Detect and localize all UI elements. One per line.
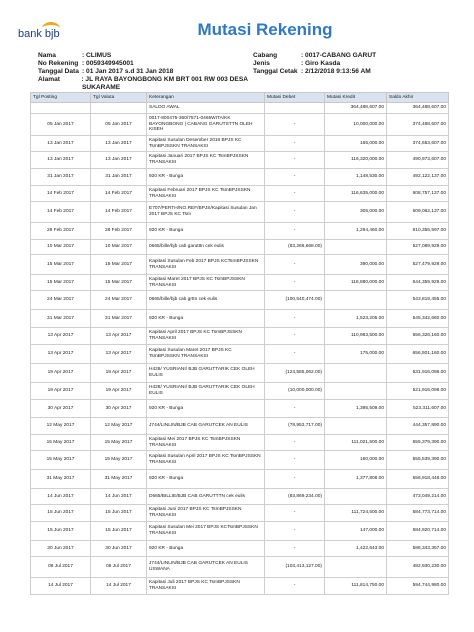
posting-date-cell: 15 Jun 2017 — [31, 522, 91, 541]
balance-cell: 594,744,980.00 — [387, 578, 449, 595]
info-label: Alamat — [38, 76, 60, 83]
description-cell: 920 KR - Bunga — [147, 169, 265, 186]
credit-cell: 175,000.00 — [325, 345, 387, 364]
balance-cell: 492,122,137.00 — [387, 169, 449, 186]
posting-date-cell: 05 Jan 2017 — [31, 114, 91, 136]
posting-date-cell — [31, 103, 91, 114]
info-value: : JL RAYA BAYONGBONG KM BRT 001 RW 003 DESA — [81, 76, 248, 83]
table-row — [31, 364, 449, 383]
debit-cell: - — [265, 541, 325, 557]
valuta-date-cell: 28 Feb 2017 — [91, 223, 147, 240]
balance-cell: 584,773,714.00 — [387, 505, 449, 522]
table-row — [31, 541, 449, 557]
description-cell: H428/ YUSRIANI/ BJB GARUTTARIK CEK OLEH EULIS — [147, 383, 265, 400]
credit-cell: 116,320,000.00 — [325, 152, 387, 169]
credit-cell: 1,395,509.00 — [325, 400, 387, 418]
valuta-date-cell: 31 May 2017 — [91, 470, 147, 489]
valuta-date-cell: 31 Mar 2017 — [91, 310, 147, 328]
debit-cell: - — [265, 136, 325, 152]
valuta-date-cell: 15 Mar 2017 — [91, 255, 147, 275]
debit-cell: - — [265, 169, 325, 186]
posting-date-cell: 14 Feb 2017 — [31, 202, 91, 223]
balance-cell: 584,920,714.00 — [387, 522, 449, 541]
posting-date-cell: 31 May 2017 — [31, 470, 91, 489]
credit-cell: 364,488,607.00 — [325, 103, 387, 114]
credit-cell — [325, 489, 387, 505]
description-cell: 0665/bille/bjb cab garutttn cek eulis — [147, 240, 265, 255]
description-cell: E707/PERTH/NO.REF/BPJS/Kapitasi Susulan Jan 2017 BPJS KC Tsm — [147, 202, 265, 223]
balance-cell: 364,488,607.00 — [387, 103, 449, 114]
table-row — [31, 345, 449, 364]
info-label: Tanggal Data — [38, 68, 79, 75]
debit-cell: - — [265, 255, 325, 275]
debit-cell: - — [265, 152, 325, 169]
description-cell: 920 KR - Bunga — [147, 470, 265, 489]
balance-cell: 523,311,607.00 — [387, 400, 449, 418]
posting-date-cell: 14 Jun 2017 — [31, 489, 91, 505]
table-row — [31, 451, 449, 470]
credit-cell — [325, 557, 387, 578]
info-value: SUKARAME — [82, 84, 121, 91]
posting-date-cell: 31 Jan 2017 — [31, 169, 91, 186]
valuta-date-cell: 15 Jun 2017 — [91, 505, 147, 522]
description-cell: Kapitasi Januari 2017 BPJS KC TsmBPJSSKN TRANSAKSI — [147, 152, 265, 169]
description-cell: J744/LINLIN/BJB CAB GARUTCEK AN EULIS USWANA — [147, 557, 265, 578]
valuta-date-cell: 06 Jul 2017 — [91, 557, 147, 578]
col-header-kredit: Mutasi Kredit — [325, 93, 387, 103]
table-row — [31, 578, 449, 595]
info-row — [38, 52, 248, 60]
credit-cell — [325, 240, 387, 255]
debit-cell: - — [265, 505, 325, 522]
credit-cell: 111,814,750.00 — [325, 578, 387, 595]
credit-cell — [325, 364, 387, 383]
table-row — [31, 169, 449, 186]
col-header-debet: Mutasi Debet — [265, 93, 325, 103]
posting-date-cell: 14 Jul 2017 — [31, 578, 91, 595]
page-title: Mutasi Rekening — [197, 20, 333, 39]
debit-cell: (124,585,062.00) — [265, 364, 325, 383]
logo-text: bank bjb — [18, 28, 60, 40]
valuta-date-cell: 15 Mar 2017 — [91, 275, 147, 291]
posting-date-cell: 13 Apr 2017 — [31, 345, 91, 364]
credit-cell: 1,377,808.00 — [325, 470, 387, 489]
description-cell: Kapitasi Maret 2017 BPJS KC TsmBPJSSKN TRANSAKSI — [147, 275, 265, 291]
debit-cell: - — [265, 275, 325, 291]
debit-cell — [265, 103, 325, 114]
table-row — [31, 383, 449, 400]
info-value: : Giro Kasda — [301, 60, 341, 67]
debit-cell: - — [265, 470, 325, 489]
info-row — [253, 68, 453, 76]
credit-cell: 160,000.00 — [325, 451, 387, 470]
valuta-date-cell: 05 Jan 2017 — [91, 114, 147, 136]
description-cell: Kapitasi Susulan Mei 2017 BPJS KCTsmBPJSSKN TRANSAKSI — [147, 522, 265, 541]
debit-cell: (10,000,000.00) — [265, 383, 325, 400]
posting-date-cell: 24 Mar 2017 — [31, 291, 91, 310]
info-value: : CLIMUS — [82, 52, 112, 59]
debit-cell: - — [265, 328, 325, 345]
info-row — [38, 84, 248, 92]
posting-date-cell: 28 Feb 2017 — [31, 223, 91, 240]
valuta-date-cell: 19 Apr 2017 — [91, 364, 147, 383]
posting-date-cell: 15 Jun 2017 — [31, 505, 91, 522]
credit-cell: 390,000.00 — [325, 255, 387, 275]
table-row — [31, 418, 449, 435]
valuta-date-cell: 14 Jun 2017 — [91, 489, 147, 505]
account-info-right — [253, 52, 453, 76]
balance-cell: 610,356,597.00 — [387, 223, 449, 240]
table-row — [31, 223, 449, 240]
credit-cell: 1,422,643.00 — [325, 541, 387, 557]
table-row — [31, 489, 449, 505]
table-row — [31, 114, 449, 136]
table-row — [31, 328, 449, 345]
info-value: : 01 Jan 2017 s.d 31 Jan 2018 — [82, 68, 174, 75]
credit-cell: 111,724,500.00 — [325, 505, 387, 522]
description-cell: 920 KR - Bunga — [147, 223, 265, 240]
debit-cell: (78,953,717.00) — [265, 418, 325, 435]
valuta-date-cell: 13 Jan 2017 — [91, 152, 147, 169]
info-row — [253, 60, 453, 68]
balance-cell: 644,359,929.00 — [387, 275, 449, 291]
debit-cell: - — [265, 310, 325, 328]
description-cell: Kapitasi Mei 2017 BPJS KC TsmBPJSSKN TRANSAKSI — [147, 435, 265, 451]
table-row — [31, 400, 449, 418]
description-cell: D665/BILLIE/BJB CAB GARUTTTN cek eulis — [147, 489, 265, 505]
credit-cell: 116,635,000.00 — [325, 186, 387, 202]
posting-date-cell: 15 Mar 2017 — [31, 255, 91, 275]
posting-date-cell: 14 Feb 2017 — [31, 186, 91, 202]
debit-cell: - — [265, 400, 325, 418]
balance-cell: 444,357,890.00 — [387, 418, 449, 435]
table-header-row — [31, 93, 449, 103]
description-cell: 920 KR - Bunga — [147, 400, 265, 418]
description-cell: J744/LINLIN/BJB CAB GARUTCEK AN EULIS — [147, 418, 265, 435]
info-label: Tanggal Cetak — [253, 68, 298, 75]
table-row — [31, 557, 449, 578]
debit-cell: (83,869,234.00) — [265, 489, 325, 505]
balance-cell: 531,916,098.00 — [387, 364, 449, 383]
debit-cell: (100,540,474.00) — [265, 291, 325, 310]
debit-cell: - — [265, 223, 325, 240]
valuta-date-cell: 14 Jul 2017 — [91, 578, 147, 595]
posting-date-cell: 30 Apr 2017 — [31, 400, 91, 418]
description-cell: Kapitasi Susulan Feb 2017 BPJS KCTsmBPJSSKN TRANSAKSI — [147, 255, 265, 275]
balance-cell: 556,918,448.00 — [387, 470, 449, 489]
description-cell: H428/ YUSRIANI/ BJB GARUTTARIK CEK OLEH EULIS — [147, 364, 265, 383]
info-value: : 0017-CABANG GARUT — [301, 52, 377, 59]
description-cell: 0017-800475-360/7571-0465WITA/KK BAYONGBONG | CABANG GARUTSTTN OLEH KISEH — [147, 114, 265, 136]
description-cell: Kapitasi Susulan Desember 2016 BPJS KC TsmBPJSSKN TRANSAKSI — [147, 136, 265, 152]
balance-cell: 656,326,160.00 — [387, 328, 449, 345]
debit-cell: - — [265, 114, 325, 136]
table-row — [31, 310, 449, 328]
balance-cell: 543,819,455.00 — [387, 291, 449, 310]
transaction-table — [30, 92, 449, 595]
table-row — [31, 291, 449, 310]
credit-cell — [325, 418, 387, 435]
info-value: : 2/12/2018 9:13:56 AM — [301, 68, 371, 75]
valuta-date-cell: 24 Mar 2017 — [91, 291, 147, 310]
credit-cell: 305,000.00 — [325, 202, 387, 223]
description-cell: Kapitasi Susulan April 2017 BPJS KC TsmBPJSSKN TRANSAKSI — [147, 451, 265, 470]
info-row — [253, 52, 453, 60]
posting-date-cell: 31 Mar 2017 — [31, 310, 91, 328]
posting-date-cell: 12 May 2017 — [31, 418, 91, 435]
balance-cell: 374,653,607.00 — [387, 136, 449, 152]
table-row — [31, 505, 449, 522]
description-cell: Kapitasi Februari 2017 BPJS KC TsmBPJSSKN TRANSAKSI — [147, 186, 265, 202]
table-row — [31, 202, 449, 223]
table-row — [31, 522, 449, 541]
posting-date-cell: 15 May 2017 — [31, 451, 91, 470]
debit-cell: - — [265, 522, 325, 541]
balance-cell: 473,049,214.00 — [387, 489, 449, 505]
credit-cell: 110,983,500.00 — [325, 328, 387, 345]
credit-cell: 147,000.00 — [325, 522, 387, 541]
description-cell: 920 KR - Bunga — [147, 541, 265, 557]
balance-cell: 555,379,390.00 — [387, 435, 449, 451]
credit-cell: 1,523,205.00 — [325, 310, 387, 328]
credit-cell: 116,880,000.00 — [325, 275, 387, 291]
valuta-date-cell: 15 Jun 2017 — [91, 522, 147, 541]
balance-cell: 521,916,098.00 — [387, 383, 449, 400]
debit-cell: - — [265, 578, 325, 595]
debit-cell: - — [265, 451, 325, 470]
col-header-posting: Tgl Posting — [31, 93, 91, 103]
description-cell: 0665/bille/bjb cab grttn cek eulis — [147, 291, 265, 310]
table-row — [31, 255, 449, 275]
valuta-date-cell: 13 Apr 2017 — [91, 345, 147, 364]
valuta-date-cell: 30 Jun 2017 — [91, 541, 147, 557]
balance-cell: 656,501,160.00 — [387, 345, 449, 364]
debit-cell: - — [265, 345, 325, 364]
info-row — [38, 60, 248, 68]
debit-cell: (103,413,127.00) — [265, 557, 325, 578]
posting-date-cell: 19 Apr 2017 — [31, 383, 91, 400]
credit-cell: 10,000,000.00 — [325, 114, 387, 136]
col-header-keterangan: Keterangan — [147, 93, 265, 103]
posting-date-cell: 30 Jun 2017 — [31, 541, 91, 557]
valuta-date-cell — [91, 103, 147, 114]
description-cell: Kapitasi Juni 2017 BPJS KC TsmBPJSSKN TRANSAKSI — [147, 505, 265, 522]
posting-date-cell: 06 Jul 2017 — [31, 557, 91, 578]
valuta-date-cell: 14 Feb 2017 — [91, 186, 147, 202]
description-cell: 920 KR - Bunga — [147, 310, 265, 328]
posting-date-cell: 15 Mar 2017 — [31, 275, 91, 291]
valuta-date-cell: 19 Apr 2017 — [91, 383, 147, 400]
credit-cell — [325, 291, 387, 310]
table-row — [31, 136, 449, 152]
info-label: Cabang — [253, 52, 278, 59]
table-row — [31, 152, 449, 169]
balance-cell: 586,343,357.00 — [387, 541, 449, 557]
valuta-date-cell: 30 Apr 2017 — [91, 400, 147, 418]
account-info-left — [38, 52, 248, 92]
table-row — [31, 103, 449, 114]
debit-cell: - — [265, 435, 325, 451]
posting-date-cell: 15 May 2017 — [31, 435, 91, 451]
balance-cell: 609,062,137.00 — [387, 202, 449, 223]
col-header-valuta: Tgl Valuta — [91, 93, 147, 103]
description-cell: Kapitasi Susulan Maret 2017 BPJS KC TsmBPJSSKN TRANSAKSI — [147, 345, 265, 364]
balance-cell: 608,757,137.00 — [387, 186, 449, 202]
balance-cell: 490,973,607.00 — [387, 152, 449, 169]
description-cell: Kapitasi Juli 2017 BPJS KC TsmBPJSSKN TRANSAKSI — [147, 578, 265, 595]
posting-date-cell: 10 Mar 2017 — [31, 240, 91, 255]
credit-cell: 1,294,460.00 — [325, 223, 387, 240]
description-cell: SALDO AWAL — [147, 103, 265, 114]
valuta-date-cell: 14 Feb 2017 — [91, 202, 147, 223]
info-label: No Rekening — [38, 60, 79, 67]
table-row — [31, 435, 449, 451]
info-label: Jenis — [253, 60, 270, 67]
debit-cell: - — [265, 186, 325, 202]
credit-cell: 1,148,530.00 — [325, 169, 387, 186]
valuta-date-cell: 31 Jan 2017 — [91, 169, 147, 186]
credit-cell — [325, 383, 387, 400]
balance-cell: 527,479,929.00 — [387, 255, 449, 275]
valuta-date-cell: 12 May 2017 — [91, 418, 147, 435]
posting-date-cell: 13 Apr 2017 — [31, 328, 91, 345]
balance-cell: 527,089,929.00 — [387, 240, 449, 255]
posting-date-cell: 13 Jan 2017 — [31, 152, 91, 169]
valuta-date-cell: 10 Mar 2017 — [91, 240, 147, 255]
balance-cell: 545,342,660.00 — [387, 310, 449, 328]
balance-cell: 555,539,390.00 — [387, 451, 449, 470]
valuta-date-cell: 13 Jan 2017 — [91, 136, 147, 152]
posting-date-cell: 19 Apr 2017 — [31, 364, 91, 383]
debit-cell: - — [265, 202, 325, 223]
valuta-date-cell: 13 Apr 2017 — [91, 328, 147, 345]
table-row — [31, 240, 449, 255]
info-label — [38, 84, 82, 92]
debit-cell: (83,266,668.00) — [265, 240, 325, 255]
valuta-date-cell: 15 May 2017 — [91, 451, 147, 470]
balance-cell: 374,488,607.00 — [387, 114, 449, 136]
table-row — [31, 275, 449, 291]
info-label: Nama — [38, 52, 56, 59]
table-row — [31, 186, 449, 202]
valuta-date-cell: 15 May 2017 — [91, 435, 147, 451]
balance-cell: 482,930,230.00 — [387, 557, 449, 578]
col-header-saldo: Saldo Akhir — [387, 93, 449, 103]
credit-cell: 111,021,500.00 — [325, 435, 387, 451]
info-row — [38, 76, 248, 84]
posting-date-cell: 13 Jan 2017 — [31, 136, 91, 152]
credit-cell: 165,000.00 — [325, 136, 387, 152]
description-cell: Kapitasi April 2017 BPJS KC TsmBPJSSKN TRANSAKSI — [147, 328, 265, 345]
info-row — [38, 68, 248, 76]
info-value: : 0059349945001 — [82, 60, 134, 67]
table-row — [31, 470, 449, 489]
